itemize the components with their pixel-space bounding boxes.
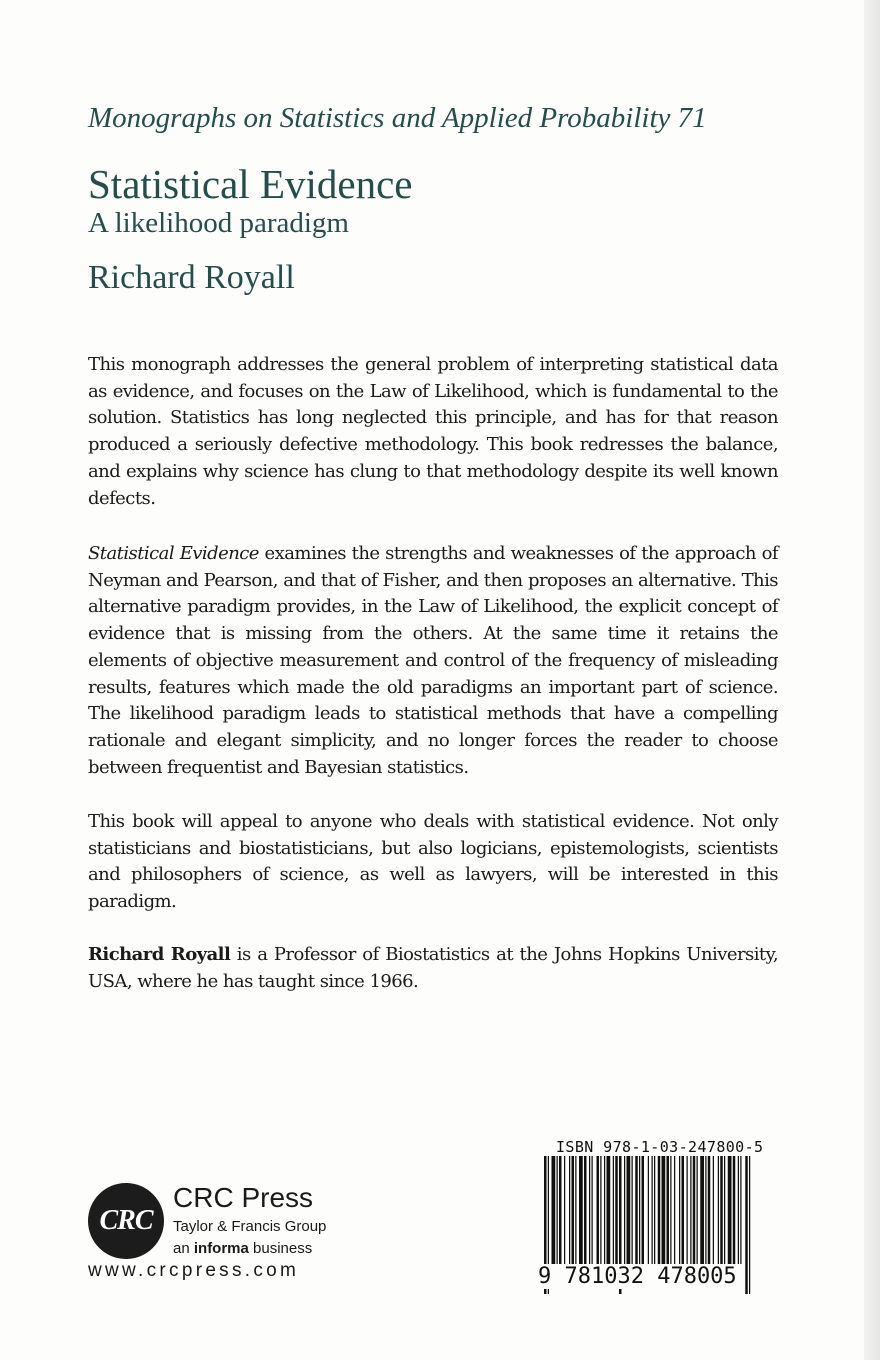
blurb-paragraph-3: This book will appeal to anyone who deals with statistical evidence. Not only statisticians and biostatisticians, but also logicians, epistemologists, scientists and philosophers of science, as well as lawyers, will be interested in this paradigm.	[88, 811, 778, 913]
blurb-paragraph-2	[88, 541, 778, 781]
barcode-bar	[557, 1156, 558, 1264]
barcode-bar	[700, 1156, 704, 1264]
author-name-bold: Richard Royall	[88, 944, 231, 965]
barcode-bar	[693, 1156, 696, 1264]
blurb-paragraph-1: This monograph addresses the general problem of interpreting statistical data as evidence, and focuses on the Law of Likelihood, which is fundamental to the solution. Statistics has long neglected this principle, and has for that reason produced a seriously defective methodology. This book redresses the balance, and explains why science has clung to that methodology despite its well known defects.	[88, 354, 778, 509]
barcode-bar	[604, 1156, 605, 1264]
barcode-bar	[670, 1156, 671, 1264]
barcode-bar	[733, 1156, 736, 1264]
page-edge	[864, 0, 880, 1360]
barcode-bar	[654, 1156, 655, 1264]
barcode-bar	[652, 1156, 653, 1264]
blurb-paragraph-2-text: examines the strengths and weaknesses of the approach of Neyman and Pearson, and that of Fisher, and then proposes an alternative. This alternative paradigm provides, in the Law of Likelihood, the explicit concept of evidence that is missing from the others. At the same time it retains the elements of objective measurement and control of the frequency of misleading results, features which made the old paradigms an important part of science. The likelihood paradigm leads to statistical methods that have a compelling rationale and elegant simplicity, and no longer forces the reader to choose between frequentist and Bayesian statistics.	[88, 543, 778, 778]
series-title: Monographs on Statistics and Applied Probability 71	[88, 102, 707, 134]
barcode-bar	[575, 1156, 576, 1264]
book-title-inline: Statistical Evidence	[88, 543, 259, 564]
barcode-bar	[579, 1156, 583, 1264]
barcode-bar	[705, 1156, 706, 1264]
barcode-bar	[624, 1156, 625, 1264]
barcode-bar	[740, 1156, 741, 1264]
barcode-bar	[559, 1156, 562, 1264]
barcode-bar	[632, 1156, 633, 1264]
publisher-group: Taylor & Francis Group	[173, 1218, 327, 1235]
publisher-name: CRC Press	[173, 1182, 314, 1213]
book-title: Statistical Evidence	[88, 161, 413, 207]
barcode-bar	[569, 1156, 570, 1264]
barcode-bar	[639, 1156, 640, 1264]
barcode-bar	[697, 1156, 698, 1264]
crc-logo-icon	[88, 1183, 164, 1259]
barcode-bar	[749, 1156, 750, 1294]
barcode-bar	[613, 1156, 614, 1264]
barcode-bar	[635, 1156, 638, 1264]
isbn-label: ISBN 978-1-03-247800-5	[556, 1138, 764, 1156]
barcode-bar	[592, 1156, 593, 1264]
crc-logo-text: CRC	[99, 1205, 153, 1236]
barcode-bar	[682, 1156, 685, 1264]
barcode-bar	[724, 1156, 725, 1264]
book-subtitle: A likelihood paradigm	[88, 207, 349, 239]
barcode-bar	[589, 1156, 590, 1264]
informa-wordmark: informa	[193, 1240, 249, 1257]
barcode-bar	[667, 1156, 670, 1264]
barcode-bar	[572, 1156, 575, 1264]
barcode-bar	[708, 1156, 711, 1264]
author-bio	[88, 942, 778, 995]
barcode-bar	[642, 1156, 645, 1264]
barcode-bar	[648, 1156, 649, 1264]
barcode-bar	[687, 1156, 688, 1264]
barcode-bar	[662, 1156, 666, 1264]
barcode-bar	[720, 1156, 723, 1264]
barcode-bar	[564, 1156, 565, 1264]
barcode-bar	[718, 1156, 719, 1264]
barcode-bar	[728, 1156, 732, 1264]
barcode-bar	[584, 1156, 587, 1264]
barcode-bar	[690, 1156, 691, 1264]
barcode-bar	[738, 1156, 739, 1264]
publisher-informa: an informa business	[173, 1240, 313, 1257]
barcode-bar	[679, 1156, 680, 1264]
barcode-bar	[552, 1156, 556, 1264]
author-bio-text: is a Professor of Biostatistics at the Johns Hopkins University, USA, where he has taught since 1966.	[88, 944, 778, 992]
barcode-bar	[607, 1156, 611, 1264]
publisher-url: www.crcpress.com	[88, 1260, 300, 1281]
barcode-bar	[658, 1156, 661, 1264]
barcode-bar	[627, 1156, 631, 1264]
barcode-bar	[674, 1156, 675, 1264]
barcode-digits: 9 781032 478005	[538, 1264, 737, 1289]
barcode-bar	[615, 1156, 618, 1264]
barcode-bar	[597, 1156, 600, 1264]
barcode-bar	[713, 1156, 714, 1264]
barcode-bar	[600, 1156, 601, 1264]
barcode-bar	[745, 1156, 748, 1294]
book-author: Richard Royall	[88, 259, 295, 296]
